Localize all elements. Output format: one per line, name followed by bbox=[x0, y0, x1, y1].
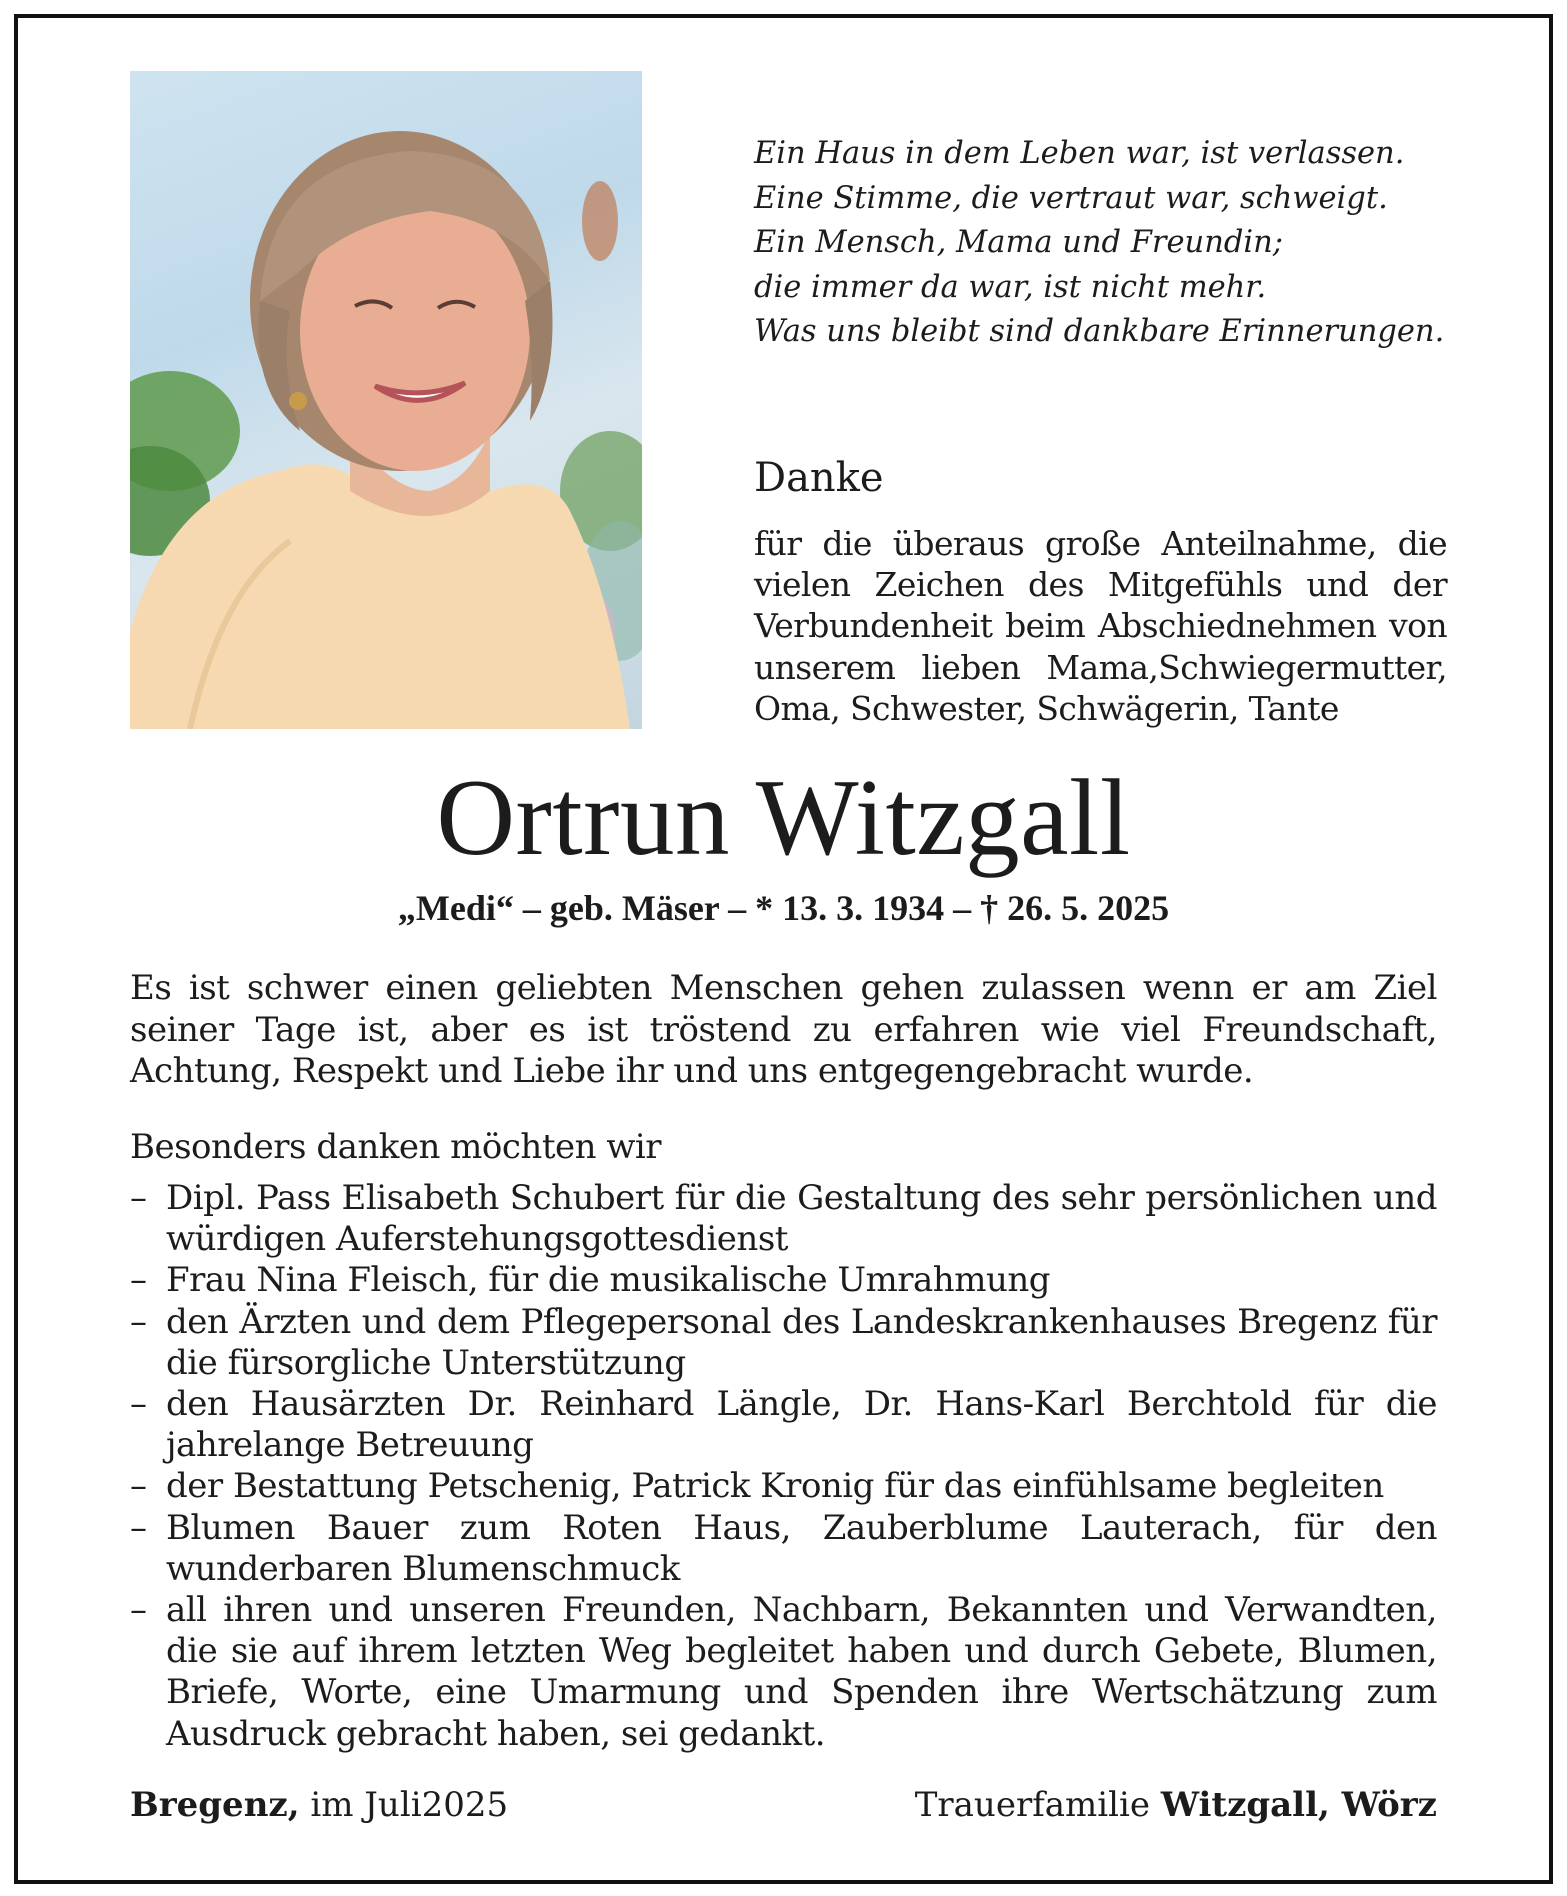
place-date bbox=[130, 1782, 508, 1828]
poem-line: die immer da war, ist nicht mehr. bbox=[754, 269, 1267, 305]
dash-bullet: – bbox=[130, 1301, 147, 1342]
thanks-heading: Besonders danken möchten wir bbox=[130, 1127, 662, 1167]
list-item bbox=[130, 1178, 1437, 1260]
intro-paragraph: Es ist schwer einen geliebten Menschen gehen zulassen wenn er am Ziel seiner Tage ist, aber es ist tröstend zu erfahren wie viel Freundschaft, Achtung, Respekt und Liebe ihr und uns entgegengebracht wurde. bbox=[130, 968, 1437, 1091]
portrait-photo bbox=[130, 71, 642, 729]
thanks-list bbox=[130, 1178, 1437, 1755]
place: Bregenz, bbox=[130, 1785, 300, 1825]
list-item-text: den Hausärzten Dr. Reinhard Längle, Dr. Hans-Karl Berchtold für die jahrelange Betreuung bbox=[166, 1384, 1437, 1466]
list-item bbox=[130, 1384, 1437, 1466]
date: im Juli2025 bbox=[299, 1785, 509, 1825]
dash-bullet: – bbox=[130, 1178, 147, 1218]
dash-bullet: – bbox=[130, 1590, 147, 1631]
list-item-text: Dipl. Pass Elisabeth Schubert für die Gestaltung des sehr persönlichen und würdigen Auferstehungsgottesdienst bbox=[166, 1178, 1437, 1260]
poem-line: Ein Haus in dem Leben war, ist verlassen. bbox=[754, 136, 1405, 171]
poem-line: Ein Mensch, Mama und Freundin; bbox=[754, 225, 1284, 260]
dash-bullet: – bbox=[130, 1260, 147, 1301]
deceased-name: Ortrun Witzgall bbox=[436, 757, 1131, 878]
poem-line: Was uns bleibt sind dankbare Erinnerungen. bbox=[754, 314, 1445, 349]
list-item bbox=[130, 1590, 1437, 1755]
list-item bbox=[130, 1260, 1437, 1301]
dash-bullet: – bbox=[130, 1507, 147, 1548]
list-item-text: Frau Nina Fleisch, für die musikalische Umrahmung bbox=[166, 1260, 1051, 1301]
list-item bbox=[130, 1508, 1437, 1590]
danke-heading: Danke bbox=[754, 455, 884, 501]
list-item-text: der Bestattung Petschenig, Patrick Kronig für das einfühlsame begleiten bbox=[166, 1466, 1384, 1507]
family-signature bbox=[915, 1782, 1437, 1828]
life-dates-line: „Medi“ – geb. Mäser – * 13. 3. 1934 – † 26. 5. 2025 bbox=[397, 888, 1170, 928]
list-item-text: all ihren und unseren Freunden, Nachbarn, Bekannten und Verwandten, die sie auf ihrem letzten Weg begleitet haben und durch Gebete, Blumen, Briefe, Worte, eine Umarmung und Spenden ihre Wertschätzung zum Ausdruck gebracht haben, sei gedankt. bbox=[166, 1590, 1437, 1754]
list-item bbox=[130, 1302, 1437, 1384]
family-names: Witzgall, Wörz bbox=[1160, 1785, 1437, 1825]
poem-line: Eine Stimme, die vertraut war, schweigt. bbox=[754, 180, 1388, 216]
list-item-text: den Ärzten und dem Pflegepersonal des Landeskrankenhauses Bregenz für die fürsorgliche Unterstützung bbox=[166, 1301, 1437, 1383]
list-item bbox=[130, 1466, 1437, 1507]
dash-bullet: – bbox=[130, 1466, 147, 1507]
dash-bullet: – bbox=[130, 1384, 147, 1425]
memorial-poem bbox=[754, 132, 1514, 355]
family-prefix: Trauerfamilie bbox=[914, 1785, 1161, 1825]
danke-paragraph: für die überaus große Anteilnahme, die vielen Zeichen des Mitgefühls und der Verbundenheit beim Abschiednehmen von unserem lieben Mama,Schwiegermutter, Oma, Schwester, Schwägerin, Tante bbox=[754, 524, 1447, 728]
list-item-text: Blumen Bauer zum Roten Haus, Zauberblume Lauterach, für den wunderbaren Blumenschmuck bbox=[166, 1507, 1437, 1589]
